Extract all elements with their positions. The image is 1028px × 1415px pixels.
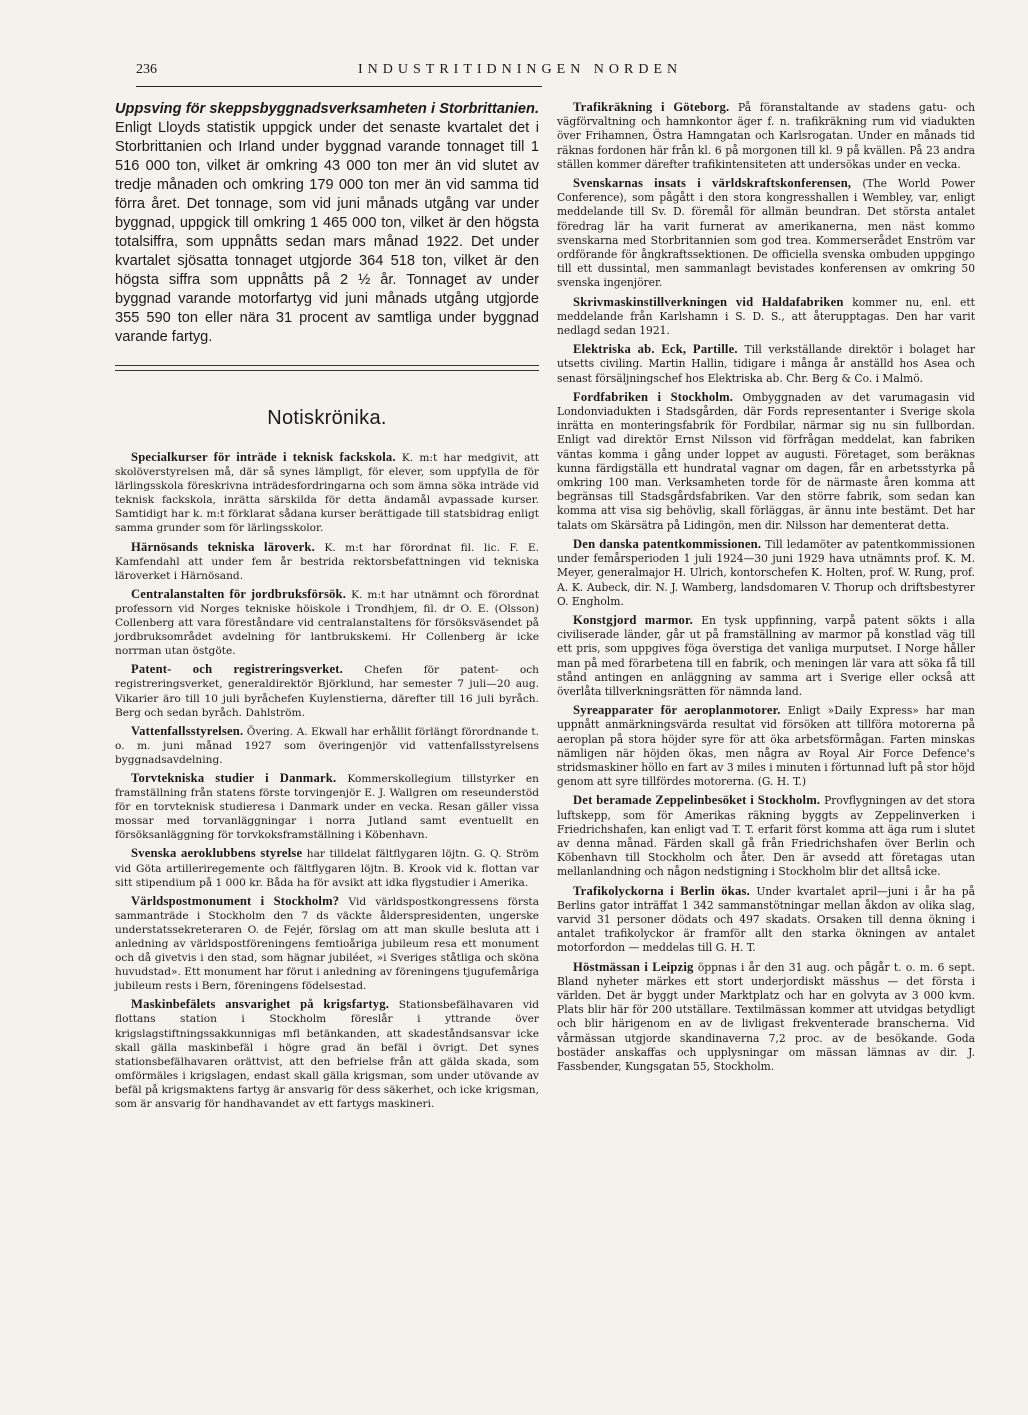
- news-note-heading: Specialkurser för inträde i teknisk fackskola.: [131, 450, 396, 464]
- news-note: [115, 450, 539, 536]
- news-note: [115, 771, 539, 842]
- news-note-body: En tysk uppfinning, varpå patent sökts i alla civiliserade länder, går ut på framställning av marmor på konstlad väg till ett pris, som uppgives föga överstiga det vanliga murputset. I Norge håller man på med förarbetena till en fabrik, och meningen lär vara att söka få till stånd antingen en anläggning av samma art i Sverige eller också att överlåta tillverkningsrätten för nämnda land.: [557, 613, 975, 698]
- news-note-heading: Konstgjord marmor.: [573, 612, 693, 627]
- news-note-heading: Centralanstalten för jordbruksförsök.: [131, 586, 347, 601]
- news-note-heading: Skrivmaskinstillverkningen vid Haldafabriken: [573, 294, 844, 309]
- news-note-heading: Det beramade Zeppelinbesöket i Stockholm.: [573, 793, 821, 808]
- left-notes-list: [115, 450, 539, 1111]
- news-note-heading: Trafikolyckorna i Berlin ökas.: [573, 883, 750, 898]
- news-note: [557, 176, 975, 291]
- news-note-body: Kommerskollegium tillstyrker en framställning från statens förste torvingenjör E. J. Wallgren om reseunderstöd för en torvteknisk studieresa i Danmark under en vecka. Resan gäller vissa mossar med torvanläggningar i norra Jutland samt eventuellt en försöksanläggning för torvkoksframställning i Köbenhavn.: [115, 772, 539, 842]
- news-note-body: Enligt »Daily Express» har man uppnått anmärkningsvärda resultat vid försöken att tillföra motorerna på aeroplan på stora höjder syre för att öka arbetsförmågan. Farten minskas nämligen när höjden ökas, men några av Royal Air Force Defence's stridsmaskiner höllo en fart av 3 miles i minuten i förtunnad luft på stor höjd genom att syre tillfördes motorerna. (G. H. T.): [557, 704, 975, 789]
- news-note-heading: Patent- och registreringsverket.: [131, 662, 344, 677]
- left-column: [115, 100, 539, 1115]
- journal-title: INDUSTRITIDNINGEN NORDEN: [358, 62, 683, 77]
- news-note: [115, 846, 539, 889]
- news-note-body: K. m:t har utnämnt och förordnat professorn vid Norges tekniske höiskole i Trondhjem, fil. dr O. E. (Olsson) Collenberg att vara föreståndare vid centralanstaltens för försöksväsendet på jordbruksområdet avdelning för lantbrukskemi. Hr Collenberg är icke norrman utan östgöte.: [115, 588, 539, 658]
- news-note-body: öppnas i år den 31 aug. och pågår t. o. m. 6 sept. Bland nyheter märkes ett stort underjordiskt mässhus — det första i världen. Det är byggt under Marktplatz och har en golvyta av 3 000 kvm. Plats blir här för 200 utställare. Textilmässan kommer att utvidgas betydligt och blir härigenom en av de livligast frekventerade branscherna. Vid vårmässan utgjorde skandinaverna 7,2 proc. av de besökande. Goda bostäder anskaffas och upplysningar om mässan lämnas av dir. J. Fassbender, Kungsgatan 55, Stockholm.: [557, 960, 975, 1073]
- news-note-heading: Svenskarnas insats i världskraftskonferensen,: [573, 176, 852, 191]
- news-note-body: Ombyggnaden av det varumagasin vid Londonviadukten i Stadsgården, där Fords representanter i Sverige skola inrätta en monteringsfabrik för Fordbilar, närmar sig nu sin fullbordan. Enligt vad direktör Ernst Nilsson vid förfrågan meddelat, kan fabriken väntas komma i gång under loppet av augusti. Företaget, som beräknas kunna färdigställa ett hundratal vagnar om dagen, får en arbetsstyrka på omkring 100 man. Verksamheten torde för de närmaste åren komma att begränsas till Stadsgårdsfabriken. Var den större fabrik, som sedan kan komma att visa sig behövlig, skall förläggas, är ännu inte bestämt. Det har talats om Skärsätra på Lidingön, men dir. Nilsson har dementerat detta.: [557, 390, 975, 532]
- news-note: [115, 894, 539, 994]
- news-note-heading: Trafikräkning i Göteborg.: [573, 100, 730, 114]
- running-header: [136, 62, 896, 84]
- news-note: [557, 390, 975, 533]
- news-note-body: Under kvartalet april—juni i år ha på Berlins gator inträffat 1 342 sammanstötningar mellan åkdon av olika slag, varvid 31 personer dödats och 497 skadats. Orsaken till denna ökning i antalet trafikolyckor är framför allt den starka ökningen av antalet motorfordon — meddelas till G. H. T.: [557, 884, 975, 955]
- news-note: [115, 662, 539, 719]
- news-note-body: Övering. A. Ekwall har erhållit förlängt förordnande t. o. m. juni månad 1927 som överingenjör vid vattenfallsstyrelsens byggnadsavdelning.: [115, 725, 540, 766]
- news-note: [115, 724, 539, 767]
- news-note: [115, 587, 539, 658]
- news-note: [557, 613, 975, 699]
- right-notes-list: [557, 100, 975, 1074]
- news-note: [557, 100, 975, 172]
- news-note-body: har tilldelat fältflygaren löjtn. G. Q. Ström vid Göta artilleriregemente och fältflygaren löjtn. B. Krook vid k. flottan var sitt stipendium på 1 000 kr. Båda ha för avsikt att idka flygstudier i Amerika.: [115, 848, 539, 889]
- lead-article: [115, 100, 539, 347]
- news-note-body: Stationsbefälhavaren vid flottans station i Stockholm föreslår i yttrande över krigslagstiftningssakkunnigas mfl betänkanden, att skadeståndsansvar icke skall gälla maskinbefäl i högre grad än befäl i övrigt. Det synes stationsbefälhavaren orättvist, att den befrielse från att gälda skada, som omförmäles i krigslagen, endast skall gälla krigsman, som under utövande av befäl på krigsmaktens fartyg är ansvarig för dess säkerhet, och icke krigsman, som är ansvarig för handhavandet av ett fartygs maskineri.: [115, 999, 539, 1111]
- news-note-body: Provflygningen av det stora luftskepp, som för Amerikas räkning byggts av Zeppelinverken i Friedrichshafen, kan enligt vad T. T. erfarit först komma att äga rum i slutet av denna månad. Färden skall gå från Friedrichshafen över Berlin och Köbenhavn till Stockholm och åter. Den är avsedd att företagas utan mellanlandning och någon nedstigning i Stockholm blir det alltså icke.: [557, 794, 976, 879]
- double-rule-divider: [115, 365, 539, 371]
- news-note: [557, 537, 975, 609]
- news-note-body: Till verkställande direktör i bolaget har utsetts civiling. Martin Hallin, tidigare i många år anställd hos Asea och senast försäljningschef hos Elektriska ab. Chr. Berg & Co. i Malmö.: [557, 343, 975, 385]
- news-note-body: Chefen för patent- och registreringsverket, generaldirektör Björklund, har semester 7 juli—20 aug. Vikarier äro till 10 juli byråchefen Kuylenstierna, därefter till 16 juli byråch. Berg och sedan byråch. Dahlström.: [115, 664, 539, 719]
- news-note: [557, 703, 975, 789]
- news-note: [557, 342, 975, 386]
- lead-article-body: Enligt Lloyds statistik uppgick under det senaste kvartalet det i Storbrittanien och Irland under byggnad varande tonnaget till 1 516 000 ton, vilket är omkring 43 000 ton mer än vid slutet av tredje månaden och omkring 179 000 ton mer än vid samma tid förra året. Det tonnage, som vid juni månads utgång var under byggnad, uppgick till omkring 1 465 000 ton, vilket är den högsta totalsiffra, som uppnåtts sedan mars månad 1922. Det under kvartalet sjösatta tonnaget utgjorde 364 518 ton, vilket är den högsta siffra som uppnåtts på 2 ½ år. Tonnaget av under byggnad varande motorfartyg vid juni månads utgång utgjorde 355 590 ton eller nära 31 procent av samtliga under byggnad varande fartyg.: [115, 120, 539, 345]
- news-note-body: Vid världspostkongressens första sammanträde i Stockholm den 7 ds väckte ålderspresidenten, ungerske understatssekreteraren O. de Fejér, förslag om att man skulle besluta att i anledning av världspostföreningens femtioåriga jubileum resa ett monument och då givetvis i den stad, som hägnar jubiléet, »i Sveriges ståtliga och sköna huvudstad». Ett monument har förut i anledning av föreningens tjugufemåriga jubileum rests i Bern, föreningens födelsestad.: [115, 895, 540, 993]
- news-note-heading: Fordfabriken i Stockholm.: [573, 389, 734, 404]
- header-rule: [136, 86, 542, 87]
- right-column: [557, 100, 975, 1078]
- news-note-heading: Elektriska ab. Eck, Partille.: [573, 342, 738, 357]
- news-note-heading: Syreapparater för aeroplanmotorer.: [573, 703, 781, 718]
- news-note: [557, 295, 975, 339]
- lead-article-heading: Uppsving för skeppsbyggnadsverksamheten i Storbrittanien.: [115, 101, 539, 117]
- news-note: [115, 540, 539, 583]
- news-note-heading: Världspostmonument i Stockholm?: [131, 893, 340, 908]
- news-note-body: Till ledamöter av patentkommissionen under femårsperioden 1 juli 1924—30 juni 1929 hava utnämnts prof. K. M. Meyer, generalmajor H. Ulrich, kontorschefen K. Holten, prof. W. Rung, prof. A. K. Aubeck, dir. N. J. Wamberg, landsdomaren V. Thorup och driftsbestyrer O. Engholm.: [557, 537, 976, 608]
- news-note-body: K. m:t har förordnat fil. lic. F. E. Kamfendahl att under fem år bestrida rektorsbefattningen vid tekniska läroverket i Härnösand.: [115, 541, 540, 582]
- news-note-heading: Maskinbefälets ansvarighet på krigsfartyg.: [131, 997, 390, 1012]
- news-note-heading: Svenska aeroklubbens styrelse: [131, 846, 303, 861]
- news-note: [115, 997, 539, 1111]
- news-note-heading: Vattenfallsstyrelsen.: [131, 723, 244, 738]
- section-title: Notiskrönika.: [267, 407, 387, 429]
- page-number: 236: [136, 62, 157, 77]
- news-note: [557, 960, 975, 1075]
- news-note-heading: Härnösands tekniska läroverk.: [131, 539, 315, 554]
- news-note-body: kommer nu, enl. ett meddelande från Karlshamn i S. D. S., att återupptagas. Den har varit nedlagd sedan 1921.: [557, 295, 975, 338]
- news-note-body: K. m:t har medgivit, att skolöverstyrelsen må, där så synes lämpligt, för elever, som uppfylla de för lärlingsskola föreskrivna inträdesfordringarna och som ämna söka inträde vid teknisk fackskola, inrätta särskilda för detta ändamål avpassade kurser. Samtidigt har k. m:t förklarat sådana kurser berättigade till statsbidrag enligt samma grunder som för lärlingsskolor.: [115, 452, 539, 535]
- news-note: [557, 884, 975, 956]
- news-note-heading: Den danska patentkommissionen.: [573, 536, 762, 551]
- news-note-heading: Höstmässan i Leipzig: [573, 959, 694, 974]
- news-note-body: (The World Power Conference), som pågått i den stora kongresshallen i Wembley, var, enligt meddelande till Sv. D. föremål för allmän beundran. Det största antalet föredrag lär ha varit furnerat av amerikanerna, men näst kommo svenskarna med Storbritannien som god trea. Kommerserådet Enström var ordförande för ångkraftssektionen. De officiella svenska ombuden uppgingo till ett dussintal, men sammanlagt bevistades konferensen av omkring 50 svenska ingenjörer.: [557, 177, 975, 290]
- news-note-body: På föranstaltande av stadens gatu- och vägförvaltning och hamnkontor äger f. n. trafikräkning rum vid viadukten över Frihamnen, Östra Hamngatan och Karlsrogatan. Under en månads tid räknas fordonen här från kl. 6 på morgonen till kl. 9 på kvällen. På 23 andra ställen kommer därefter trafikintensiteten att undersökas under en vecka.: [557, 101, 975, 171]
- news-note-heading: Torvtekniska studier i Danmark.: [131, 770, 337, 785]
- news-note: [557, 793, 975, 879]
